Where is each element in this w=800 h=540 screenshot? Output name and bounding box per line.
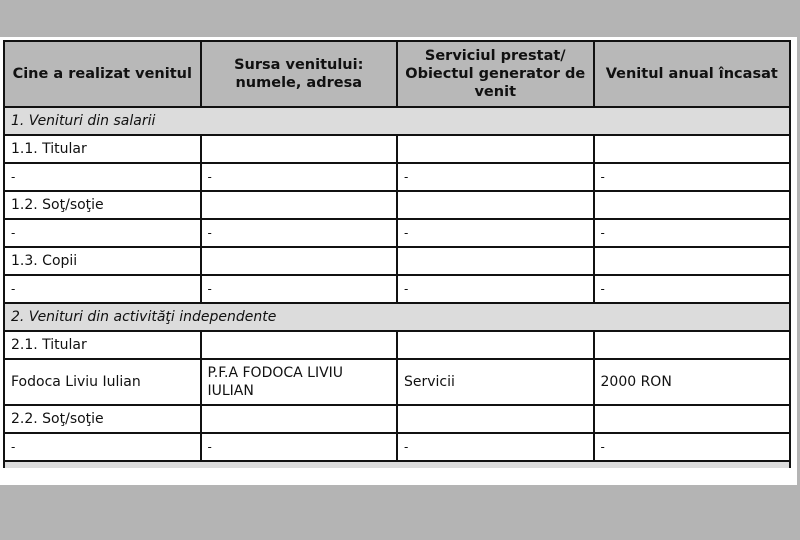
header-row <box>4 41 790 107</box>
table-cell <box>201 405 398 433</box>
section-row <box>4 107 790 135</box>
table-cell: - <box>594 433 791 461</box>
income-table <box>3 40 791 468</box>
table-row <box>4 191 790 219</box>
table-cell <box>201 247 398 275</box>
table-cell: Fodoca Liviu Iulian <box>4 359 201 405</box>
table-cell: - <box>4 163 201 191</box>
header-cell: Venitul anual încasat <box>594 41 791 107</box>
table-row <box>4 219 790 247</box>
table-cell: - <box>397 433 594 461</box>
table-cell: - <box>594 275 791 303</box>
table-row <box>4 359 790 405</box>
table-cell: 1.3. Copii <box>4 247 201 275</box>
table-cell <box>594 135 791 163</box>
section-row <box>4 303 790 331</box>
table-cell: - <box>594 163 791 191</box>
table-cell: - <box>4 433 201 461</box>
table-cell <box>201 135 398 163</box>
table-cell <box>594 331 791 359</box>
table-cell <box>201 331 398 359</box>
table-cell: 2.1. Titular <box>4 331 201 359</box>
cut-off-cell <box>4 461 790 468</box>
table-cell <box>397 405 594 433</box>
table-row <box>4 135 790 163</box>
table-cell: - <box>201 163 398 191</box>
table-cell: P.F.A FODOCA LIVIU IULIAN <box>201 359 398 405</box>
table-cell: 1.1. Titular <box>4 135 201 163</box>
table-row <box>4 405 790 433</box>
table-row <box>4 275 790 303</box>
table-cell <box>397 331 594 359</box>
table-cell: - <box>397 275 594 303</box>
document-page <box>0 37 797 485</box>
table-row <box>4 433 790 461</box>
table-cell <box>397 135 594 163</box>
table-cell <box>594 191 791 219</box>
section-label: 2. Venituri din activităţi independente <box>4 303 790 331</box>
table-cell: 2000 RON <box>594 359 791 405</box>
cut-off-row <box>4 461 790 468</box>
table-cell: - <box>397 163 594 191</box>
table-cell: 1.2. Soţ/soţie <box>4 191 201 219</box>
table-cell: - <box>397 219 594 247</box>
table-cell: Servicii <box>397 359 594 405</box>
table-cell <box>594 405 791 433</box>
table-cell: - <box>594 219 791 247</box>
table-cell <box>397 247 594 275</box>
table-row <box>4 247 790 275</box>
table-row <box>4 163 790 191</box>
table-cell: - <box>201 219 398 247</box>
header-cell: Cine a realizat venitul <box>4 41 201 107</box>
table-cell: - <box>4 219 201 247</box>
header-cell: Sursa venitului: numele, adresa <box>201 41 398 107</box>
table-cell: - <box>201 275 398 303</box>
table-cell: - <box>201 433 398 461</box>
table-cell: - <box>4 275 201 303</box>
table-cell <box>201 191 398 219</box>
table-cell <box>594 247 791 275</box>
header-cell: Serviciul prestat/ Obiectul generator de venit <box>397 41 594 107</box>
section-label: 1. Venituri din salarii <box>4 107 790 135</box>
table-cell <box>397 191 594 219</box>
table-row <box>4 331 790 359</box>
table-cell: 2.2. Soţ/soţie <box>4 405 201 433</box>
